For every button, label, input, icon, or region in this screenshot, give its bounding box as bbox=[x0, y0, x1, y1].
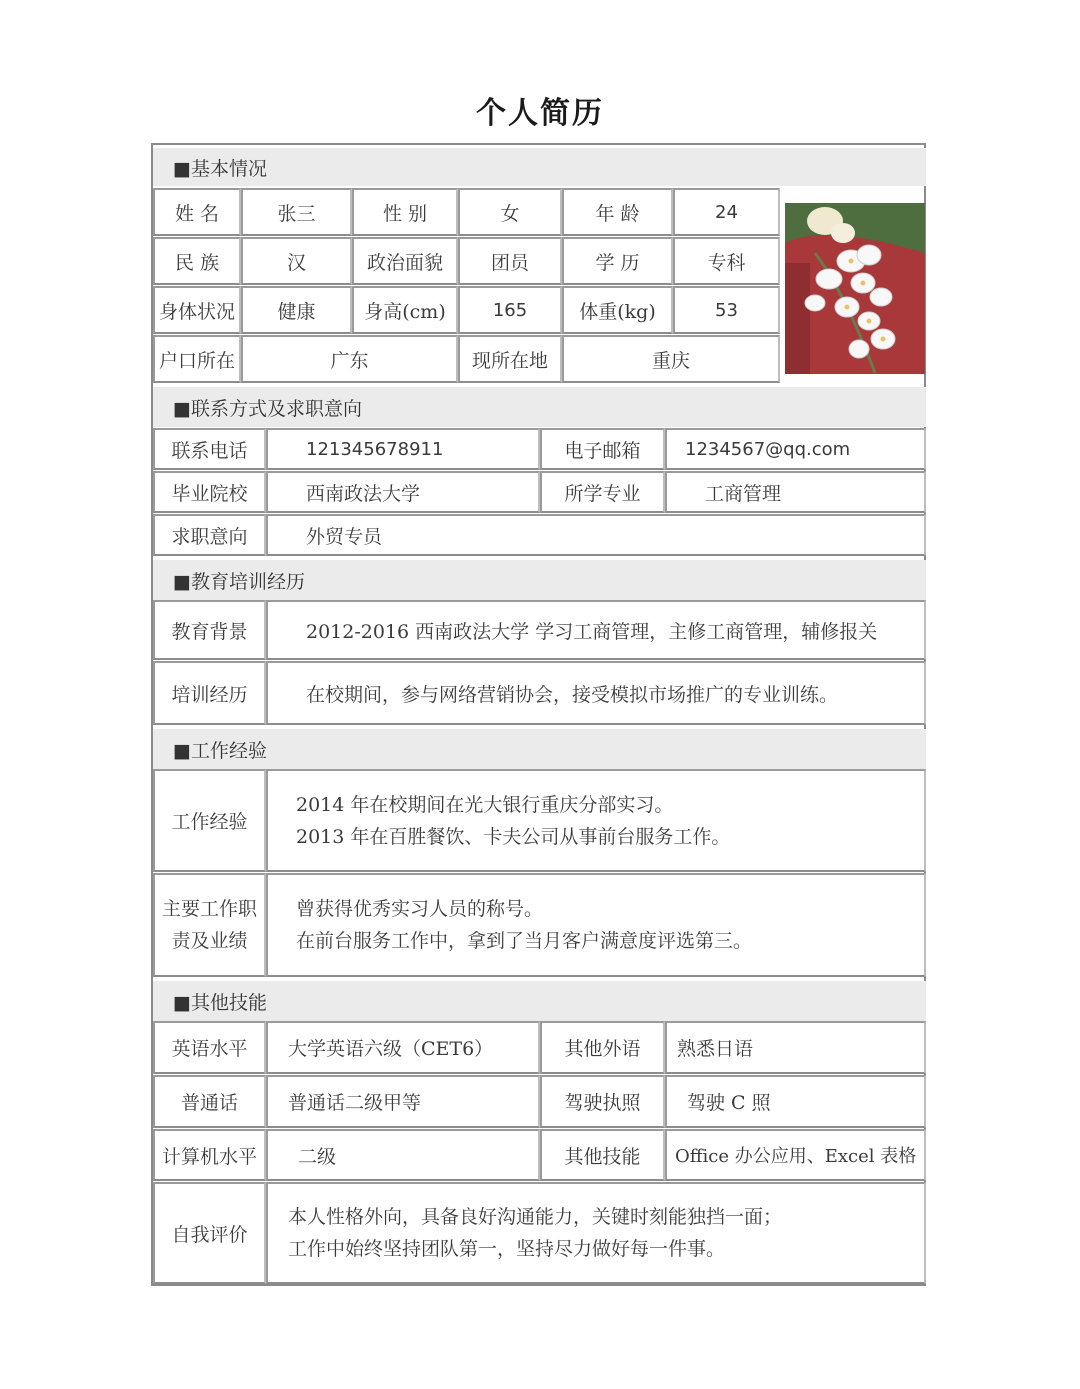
training-label: 培训经历 bbox=[153, 661, 266, 725]
work-experience-label: 工作经验 bbox=[153, 769, 266, 872]
section-contact-header: ■联系方式及求职意向 bbox=[153, 387, 926, 427]
computer-level-label: 计算机水平 bbox=[153, 1129, 266, 1181]
duties-value bbox=[266, 873, 926, 977]
degree-value: 专科 bbox=[673, 237, 780, 285]
name-label: 姓 名 bbox=[153, 188, 241, 236]
job-intent-value: 外贸专员 bbox=[266, 514, 926, 556]
education-background-value: 2012-2016 西南政法大学 学习工商管理，主修工商管理，辅修报关 bbox=[266, 600, 926, 660]
self-evaluation-line: 本人性格外向，具备良好沟通能力，关键时刻能独挡一面； bbox=[288, 1206, 783, 1228]
work-experience-line: 2013 年在百胜餐饮、卡夫公司从事前台服务工作。 bbox=[296, 825, 731, 848]
name-value: 张三 bbox=[241, 188, 352, 236]
section-skills-header: ■其他技能 bbox=[153, 981, 926, 1021]
driving-license-label: 驾驶执照 bbox=[540, 1075, 665, 1128]
major-value: 工商管理 bbox=[665, 471, 926, 513]
weight-value: 53 bbox=[673, 286, 780, 334]
hukou-label: 户口所在 bbox=[153, 335, 241, 383]
gender-value: 女 bbox=[458, 188, 562, 236]
section-education-header: ■教育培训经历 bbox=[153, 560, 926, 600]
age-value: 24 bbox=[673, 188, 780, 236]
current-location-value: 重庆 bbox=[562, 335, 780, 383]
gender-label: 性 别 bbox=[352, 188, 458, 236]
section-basic-header: ■基本情况 bbox=[153, 148, 926, 186]
self-evaluation-label: 自我评价 bbox=[153, 1182, 266, 1284]
other-skills-label: 其他技能 bbox=[540, 1129, 665, 1181]
age-label: 年 龄 bbox=[562, 188, 673, 236]
degree-label: 学 历 bbox=[562, 237, 673, 285]
major-label: 所学专业 bbox=[540, 471, 665, 513]
school-label: 毕业院校 bbox=[153, 471, 266, 513]
english-label: 英语水平 bbox=[153, 1021, 266, 1074]
email-label: 电子邮箱 bbox=[540, 428, 665, 470]
english-value: 大学英语六级（CET6） bbox=[266, 1021, 540, 1074]
other-skills-value: Office 办公应用、Excel 表格 bbox=[665, 1129, 926, 1181]
political-value: 团员 bbox=[458, 237, 562, 285]
computer-level-value: 二级 bbox=[266, 1129, 540, 1181]
ethnicity-value: 汉 bbox=[241, 237, 352, 285]
mandarin-label: 普通话 bbox=[153, 1075, 266, 1128]
height-label: 身高(cm) bbox=[352, 286, 458, 334]
phone-value: 121345678911 bbox=[266, 428, 540, 470]
driving-license-value: 驾驶 C 照 bbox=[665, 1075, 926, 1128]
section-work-header: ■工作经验 bbox=[153, 729, 926, 769]
job-intent-label: 求职意向 bbox=[153, 514, 266, 556]
school-value: 西南政法大学 bbox=[266, 471, 540, 513]
email-value: 1234567@qq.com bbox=[665, 428, 926, 470]
height-value: 165 bbox=[458, 286, 562, 334]
weight-label: 体重(kg) bbox=[562, 286, 673, 334]
work-experience-value bbox=[266, 769, 926, 872]
foreign-language-label: 其他外语 bbox=[540, 1021, 665, 1074]
self-evaluation-line: 工作中始终坚持团队第一，坚持尽力做好每一件事。 bbox=[288, 1238, 726, 1260]
duties-line: 曾获得优秀实习人员的称号。 bbox=[296, 898, 544, 920]
duties-label bbox=[153, 873, 266, 977]
training-value: 在校期间，参与网络营销协会，接受模拟市场推广的专业训练。 bbox=[266, 661, 926, 725]
phone-label: 联系电话 bbox=[153, 428, 266, 470]
self-evaluation-value bbox=[266, 1182, 926, 1284]
duties-line: 在前台服务工作中，拿到了当月客户满意度评选第三。 bbox=[296, 930, 753, 952]
work-experience-line: 2014 年在校期间在光大银行重庆分部实习。 bbox=[296, 793, 674, 816]
education-background-label: 教育背景 bbox=[153, 600, 266, 660]
current-location-label: 现所在地 bbox=[458, 335, 562, 383]
mandarin-value: 普通话二级甲等 bbox=[266, 1075, 540, 1128]
health-value: 健康 bbox=[241, 286, 352, 334]
duties-label-line: 责及业绩 bbox=[171, 930, 248, 952]
political-label: 政治面貌 bbox=[352, 237, 458, 285]
ethnicity-label: 民 族 bbox=[153, 237, 241, 285]
duties-label-line: 主要工作职 bbox=[161, 898, 257, 920]
hukou-value: 广东 bbox=[241, 335, 458, 383]
foreign-language-value: 熟悉日语 bbox=[665, 1021, 926, 1074]
page-title: 个人简历 bbox=[476, 96, 604, 131]
profile-photo bbox=[785, 203, 925, 374]
health-label: 身体状况 bbox=[153, 286, 241, 334]
